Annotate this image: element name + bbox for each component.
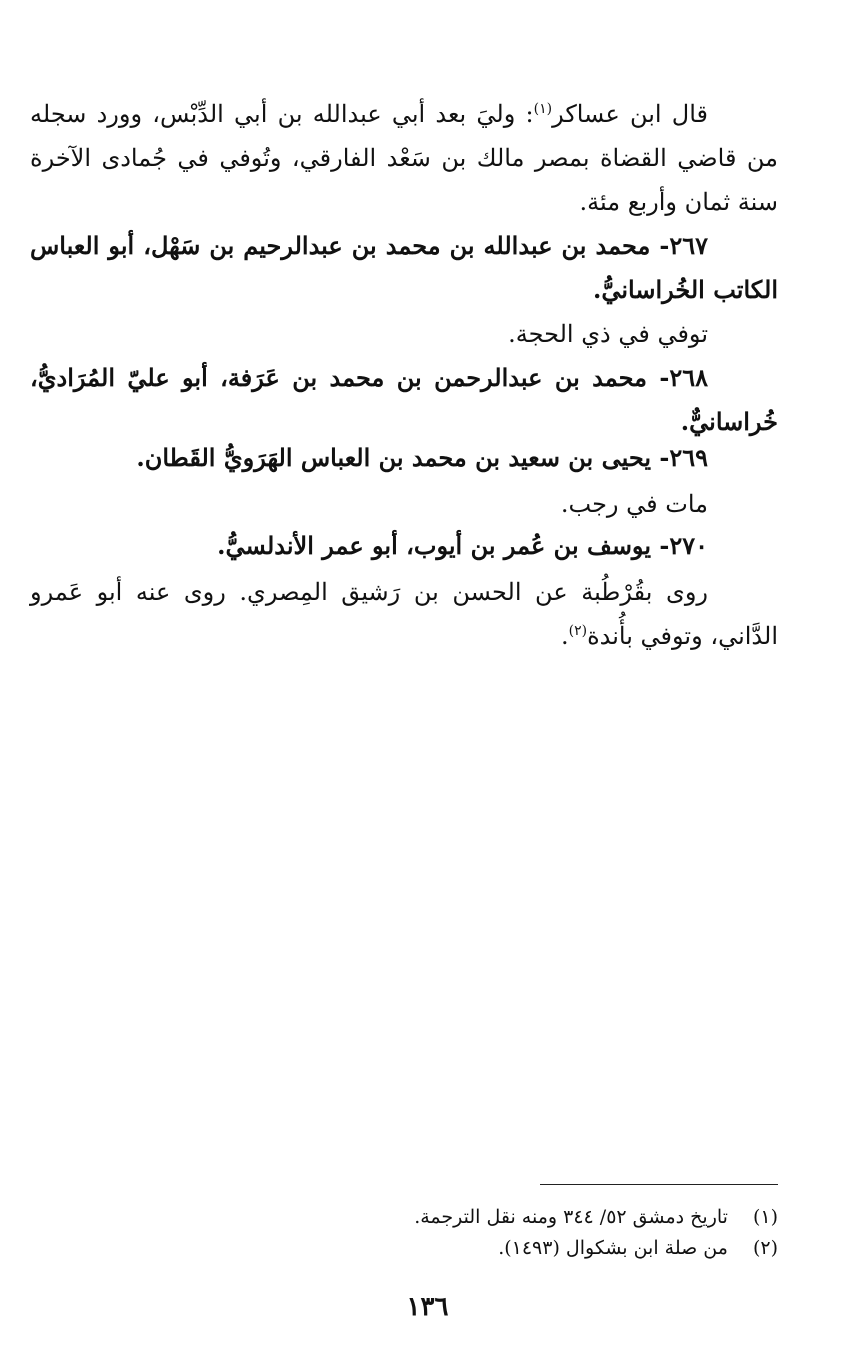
footnote-2 xyxy=(300,1233,778,1263)
footnote-ref-1: (١) xyxy=(533,101,553,117)
footnote-divider xyxy=(540,1184,778,1185)
entry-270-note xyxy=(30,570,778,658)
entry-269-note: مات في رجب. xyxy=(560,490,708,518)
entry-270: ٢٧٠- يوسف بن عُمر بن أيوب، أبو عمر الأندلسيُّ. xyxy=(217,531,708,560)
intro-text-start: قال ابن عساكر xyxy=(552,100,709,128)
entry-268: ٢٦٨- محمد بن عبدالرحمن بن محمد بن عَرَفة، أبو عليّ المُرَاديُّ، خُراسانيٌّ. xyxy=(30,363,778,436)
page-number: ١٣٦ xyxy=(406,1292,449,1322)
footnote-2-number: (٢) xyxy=(752,1237,778,1259)
entry-267-note: توفي في ذي الحجة. xyxy=(508,320,708,348)
intro-text xyxy=(30,92,778,224)
footnote-ref-2: (٢) xyxy=(568,623,588,639)
entry-270-note-end: . xyxy=(560,622,569,650)
entry-269: ٢٦٩- يحيى بن سعيد بن محمد بن العباس الهَرَويُّ القَطان. xyxy=(136,443,708,472)
footnote-1-number: (١) xyxy=(752,1206,778,1228)
entry-270-note-start: روى بقُرْطُبة عن الحسن بن رَشيق المِصري. روى عنه أبو عَمرو الدَّاني، وتوفي بأُندة xyxy=(30,578,778,650)
intro-paragraph xyxy=(30,92,778,224)
entry-270-note-text xyxy=(30,570,778,658)
footnote-1 xyxy=(300,1202,778,1232)
footnote-1-text: تاريخ دمشق ٥٢/ ٣٤٤ ومنه نقل الترجمة. xyxy=(414,1206,728,1228)
intro-text-rest: : وليَ بعد أبي عبدالله بن أبي الدِّبْس، وورد سجله من قاضي القضاة بمصر مالك بن سَعْد الفارقي، وتُوفي في جُمادى الآخرة سنة ثمان وأربع مئة. xyxy=(30,100,779,216)
footnote-2-text: من صلة ابن بشكوال (١٤٩٣). xyxy=(498,1237,728,1259)
entry-267: ٢٦٧- محمد بن عبدالله بن محمد بن عبدالرحيم بن سَهْل، أبو العباس الكاتب الخُراسانيُّ. xyxy=(30,231,778,304)
